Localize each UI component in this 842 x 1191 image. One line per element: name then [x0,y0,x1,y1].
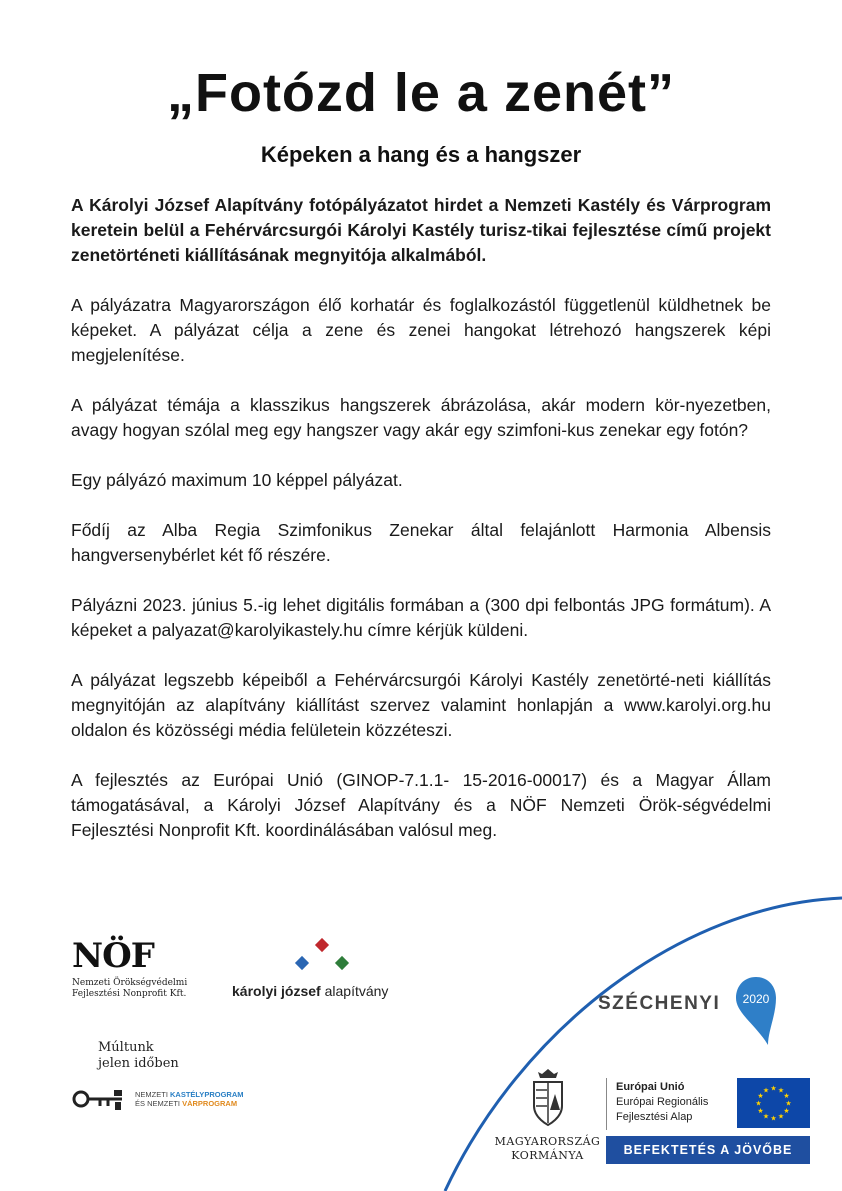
szechenyi-year: 2020 [742,992,770,1006]
eu-logo-block [606,1078,811,1168]
castle-program-text [135,1090,243,1108]
castle-program-line-1 [135,1090,243,1099]
eligibility-paragraph: A pályázatra Magyarországon élő korhatár és foglalkozástól függetlenül küldhetnek be képeket. A pályázat célja a zene és zenei hangokat létrehozó hangszerek képi megjelenítése. [71,295,771,365]
eu-fund-line-2: Fejlesztési Alap [616,1111,693,1123]
announcement-body [71,193,771,868]
eu-fund-line-1: Európai Regionális [616,1096,709,1108]
government-logo [490,1068,605,1163]
eu-star-icon: ★ [777,1087,785,1095]
eu-star-icon: ★ [777,1113,785,1121]
government-name-line-1: MAGYARORSZÁG [494,1135,601,1148]
szechenyi-2020-logo [598,975,778,1050]
funding-paragraph: A fejlesztés az Európai Unió (GINOP-7.1.1- 15-2016-00017) és a Magyar Állam támogatásával, a Károlyi József Alapítvány és a NÖF Nemzeti Örök-ségvédelmi Fejlesztési Nonprofit Kft. koordinálásában valósul meg. [71,770,771,840]
deadline-paragraph: Pályázni 2023. június 5.-ig lehet digitális formában a (300 dpi felbontás JPG formátum). A képeket a palyazat@karolyikastely.hu címre kérjük küldeni. [71,595,771,640]
nof-logo [72,938,212,1000]
eu-flag-icon [737,1078,810,1128]
eu-title: Európai Unió [616,1081,685,1093]
eu-star-icon: ★ [762,1113,770,1121]
government-name-line-2: KORMÁNYA [511,1149,584,1162]
coat-of-arms-icon [528,1068,568,1128]
eu-star-icon: ★ [770,1115,777,1123]
karolyi-foundation-name-bold: károlyi józsef [232,983,321,999]
eu-star-icon: ★ [770,1085,777,1093]
multunk-slogan [98,1040,179,1072]
nof-caption-line-2: Fejlesztési Nonprofit Kft. [72,989,187,999]
page-subtitle: Képeken a hang és a hangszer [260,142,582,167]
government-name [490,1135,605,1163]
eu-star-icon: ★ [757,1108,764,1115]
eu-star-icon: ★ [785,1100,792,1108]
exhibition-paragraph: A pályázat legszebb képeiből a Fehérvárcsurgói Károlyi Kastély zenetörté-neti kiállítás megnyitóján az alapítvány kiállítást szervez valamint honlapján a www.karolyi.org.hu oldalon és közösségi média felületein közzéteszi. [71,670,771,740]
karolyi-foundation-logo [232,938,432,999]
multunk-line-2: jelen időben [98,1056,179,1071]
eu-star-icon: ★ [755,1100,762,1108]
castle-program-logo [72,1085,272,1115]
castle-program-prefix-1: NEMZETI [135,1090,170,1099]
eu-banner: BEFEKTETÉS A JÖVŐBE [606,1136,810,1164]
nof-wordmark: NÖF [72,936,154,976]
nof-caption [72,978,212,1000]
eu-stars [737,1078,810,1128]
karolyi-foundation-name-light: alapítvány [324,983,389,999]
karolyi-foundation-name [232,983,432,999]
prize-paragraph: Fődíj az Alba Regia Szimfonikus Zenekar által felajánlott Harmonia Albensis hangversenybérlet két fő részére. [71,520,771,565]
castle-program-prefix-2: ÉS NEMZETI [135,1099,183,1108]
castle-program-accent-1: KASTÉLYPROGRAM [170,1090,244,1099]
szechenyi-wordmark: SZÉCHENYI [598,993,721,1014]
eu-text [616,1080,708,1125]
castle-program-accent-2: VÁRPROGRAM [182,1099,238,1108]
page-title: „Fotózd le a zenét” [166,63,676,123]
eu-star-icon: ★ [757,1093,764,1100]
eu-star-icon: ★ [783,1108,790,1115]
castle-program-line-2 [135,1099,243,1108]
multunk-line-1: Múltunk [98,1040,154,1055]
nof-caption-line-1: Nemzeti Örökségvédelmi [72,978,188,988]
eu-divider [606,1078,607,1130]
key-icon [72,1085,132,1115]
diamonds-icon [232,938,432,974]
eu-star-icon: ★ [783,1093,790,1100]
intro-paragraph: A Károlyi József Alapítvány fotópályázatot hirdet a Nemzeti Kastély és Várprogram keretein belül a Fehérvárcsurgói Károlyi Kastély turisz-tikai fejlesztése című projekt zenetörténeti kiállításának megnyitója alkalmából. [71,195,771,265]
limit-paragraph: Egy pályázó maximum 10 képpel pályázat. [71,470,403,490]
szechenyi-pin-icon [734,975,778,1047]
theme-paragraph: A pályázat témája a klasszikus hangszerek ábrázolása, akár modern kör-nyezetben, avagy hogyan szólal meg egy hangszer vagy akár egy szimfoni-kus zenekar egy fotón? [71,395,771,440]
eu-star-icon: ★ [762,1087,770,1095]
